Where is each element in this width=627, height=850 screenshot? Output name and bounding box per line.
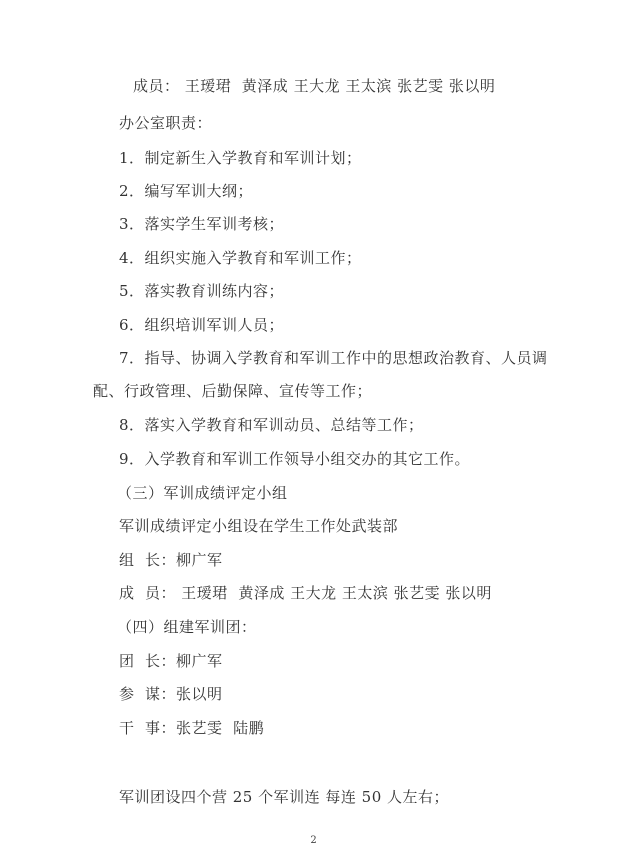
evaluation-group-members: 成 员： 王瑷珺 黄泽成 王大龙 王太滨 张艺雯 张以明 [119, 584, 492, 602]
duty-item-8: 8．落实入学教育和军训动员、总结等工作； [119, 416, 424, 434]
duty-item-7-continued: 配、行政管理、后勤保障、宣传等工作； [93, 382, 373, 400]
office-duties-heading: 办公室职责： [119, 114, 213, 132]
regiment-officers: 干 事：张艺雯 陆鹏 [119, 719, 265, 737]
members-line-office: 成员： 王瑷珺 黄泽成 王大龙 王太滨 张艺雯 张以明 [133, 77, 496, 95]
evaluation-group-location: 军训成绩评定小组设在学生工作处武装部 [119, 517, 399, 535]
duty-item-5: 5．落实教育训练内容； [119, 282, 285, 300]
duty-item-7: 7．指导、协调入学教育和军训工作中的思想政治教育、人员调 [119, 349, 548, 367]
regiment-staff-officer: 参 谋：张以明 [119, 685, 223, 703]
regiment-structure: 军训团设四个营 25 个军训连 每连 50 人左右； [119, 788, 450, 806]
evaluation-group-leader: 组 长：柳广军 [119, 551, 223, 569]
duty-item-2: 2．编写军训大纲； [119, 182, 254, 200]
duty-item-6: 6．组织培训军训人员； [119, 316, 285, 334]
duty-item-1: 1．制定新生入学教育和军训计划； [119, 149, 362, 167]
duty-item-3: 3．落实学生军训考核； [119, 215, 285, 233]
regiment-commander: 团 长：柳广军 [119, 652, 223, 670]
section-four-heading: （四）组建军训团： [117, 618, 257, 636]
duty-item-4: 4．组织实施入学教育和军训工作； [119, 249, 362, 267]
section-three-heading: （三）军训成绩评定小组 [117, 484, 288, 502]
page-number: 2 [310, 835, 317, 846]
duty-item-9: 9．入学教育和军训工作领导小组交办的其它工作。 [119, 450, 471, 468]
